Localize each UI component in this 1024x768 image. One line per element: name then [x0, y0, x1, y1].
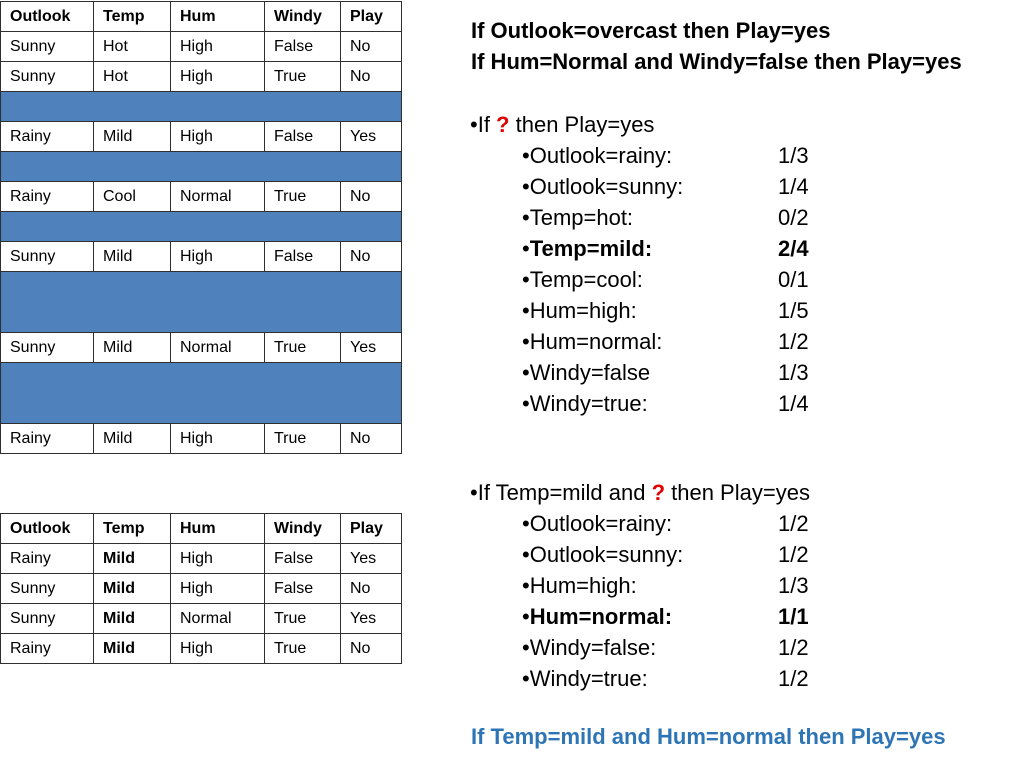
- condition-value: 0/2: [778, 205, 809, 230]
- condition-item-best: [470, 233, 809, 264]
- table-cell: Rainy: [1, 122, 94, 152]
- question-mark: ?: [496, 112, 510, 137]
- header-cell: Hum: [171, 514, 265, 544]
- condition-label: Temp=hot:: [529, 205, 634, 230]
- condition-item: [470, 140, 809, 171]
- table-row: [1, 634, 402, 664]
- condition-item-best: [470, 601, 810, 632]
- bullet: •: [522, 143, 530, 168]
- table-cell: False: [265, 32, 341, 62]
- table-row: [1, 242, 402, 272]
- header-cell: Windy: [265, 514, 341, 544]
- table-cell: High: [171, 242, 265, 272]
- table-cell: Mild: [94, 242, 171, 272]
- condition-label: Hum=normal:: [529, 604, 673, 629]
- table-cell: Mild: [94, 424, 171, 454]
- masked-row: [1, 272, 402, 333]
- bullet: •: [522, 573, 530, 598]
- table-cell: No: [341, 574, 402, 604]
- condition-value: 1/2: [778, 542, 809, 567]
- condition-value: 1/2: [778, 666, 809, 691]
- table-cell: No: [341, 32, 402, 62]
- table-cell: No: [341, 424, 402, 454]
- masked-row-block: [1, 152, 402, 182]
- table-cell: True: [265, 604, 341, 634]
- condition-label: Outlook=rainy:: [529, 511, 673, 536]
- section-heading: [470, 109, 654, 140]
- table-cell: No: [341, 242, 402, 272]
- table-cell: True: [265, 333, 341, 363]
- table-cell: Normal: [171, 333, 265, 363]
- bullet: •: [522, 267, 530, 292]
- condition-item: [470, 326, 809, 357]
- table-cell: False: [265, 544, 341, 574]
- final-rule: If Temp=mild and Hum=normal then Play=yes: [471, 724, 946, 749]
- header-cell: Windy: [265, 2, 341, 32]
- bullet: •: [522, 511, 530, 536]
- rule-overcast: If Outlook=overcast then Play=yes: [471, 18, 831, 43]
- table-cell: Yes: [341, 544, 402, 574]
- condition-label: Temp=cool:: [529, 267, 643, 292]
- condition-label: Windy=false:: [529, 635, 657, 660]
- bullet: •: [470, 480, 478, 505]
- table-cell: No: [341, 634, 402, 664]
- table-cell: True: [265, 182, 341, 212]
- header-cell: Outlook: [1, 514, 94, 544]
- table-cell: Rainy: [1, 544, 94, 574]
- header-cell: Hum: [171, 2, 265, 32]
- table-cell: True: [265, 424, 341, 454]
- condition-value: 1/4: [778, 174, 809, 199]
- bullet: •: [522, 329, 530, 354]
- masked-row: [1, 152, 402, 182]
- table-cell: Mild: [94, 604, 171, 634]
- table-cell: High: [171, 62, 265, 92]
- table-cell: Sunny: [1, 32, 94, 62]
- header-cell: Temp: [94, 514, 171, 544]
- condition-item: [470, 295, 809, 326]
- header-cell: Play: [341, 2, 402, 32]
- condition-item: [470, 202, 809, 233]
- condition-value: 1/2: [778, 329, 809, 354]
- table-cell: High: [171, 544, 265, 574]
- condition-item: [470, 171, 809, 202]
- table-cell: False: [265, 574, 341, 604]
- bullet: •: [522, 604, 530, 629]
- bullet: •: [522, 666, 530, 691]
- table-cell: False: [265, 242, 341, 272]
- table-cell: Yes: [341, 122, 402, 152]
- table-cell: True: [265, 62, 341, 92]
- masked-row-block: [1, 92, 402, 122]
- table-cell: Mild: [94, 634, 171, 664]
- condition-item: [470, 264, 809, 295]
- table-cell: Sunny: [1, 574, 94, 604]
- table-cell: High: [171, 122, 265, 152]
- table-row: [1, 182, 402, 212]
- candidate-section-2: [470, 477, 810, 694]
- bullet: •: [522, 542, 530, 567]
- condition-value: 1/2: [778, 511, 809, 536]
- table-cell: Hot: [94, 32, 171, 62]
- condition-item: [470, 388, 809, 419]
- condition-label: Windy=true:: [529, 391, 648, 416]
- table-row: [1, 604, 402, 634]
- bullet: •: [470, 112, 478, 137]
- table-cell: Sunny: [1, 333, 94, 363]
- bullet: •: [522, 360, 530, 385]
- condition-value: 1/1: [778, 604, 809, 629]
- table-row: [1, 62, 402, 92]
- table-cell: Rainy: [1, 424, 94, 454]
- table-header-row: [1, 2, 402, 32]
- table-cell: No: [341, 182, 402, 212]
- table-cell: Mild: [94, 122, 171, 152]
- table-cell: True: [265, 634, 341, 664]
- question-mark: ?: [651, 480, 666, 505]
- table-cell: High: [171, 424, 265, 454]
- weather-table-filtered: [0, 513, 402, 664]
- condition-item: [470, 663, 810, 694]
- table-row: [1, 424, 402, 454]
- condition-item: [470, 570, 810, 601]
- condition-value: 1/3: [778, 143, 809, 168]
- header-cell: Play: [341, 514, 402, 544]
- condition-item: [470, 539, 810, 570]
- table-cell: Sunny: [1, 604, 94, 634]
- table-row: [1, 333, 402, 363]
- condition-label: Hum=high:: [529, 298, 637, 323]
- condition-label: Hum=normal:: [529, 329, 663, 354]
- condition-label: Hum=high:: [529, 573, 637, 598]
- bullet: •: [522, 391, 530, 416]
- condition-value: 1/3: [778, 573, 809, 598]
- table-cell: Sunny: [1, 62, 94, 92]
- bullet: •: [522, 236, 530, 261]
- weather-table-full: [0, 1, 402, 454]
- condition-item: [470, 357, 809, 388]
- condition-value: 1/4: [778, 391, 809, 416]
- table-row: [1, 544, 402, 574]
- heading-prefix: If Temp=mild and: [477, 480, 652, 505]
- table-cell: Rainy: [1, 182, 94, 212]
- bullet: •: [522, 174, 530, 199]
- masked-row: [1, 212, 402, 242]
- condition-value: 1/3: [778, 360, 809, 385]
- section-heading: [470, 477, 810, 508]
- table-cell: Cool: [94, 182, 171, 212]
- table-row: [1, 122, 402, 152]
- header-cell: Outlook: [1, 2, 94, 32]
- masked-row: [1, 92, 402, 122]
- heading-prefix: If: [477, 112, 497, 137]
- table-cell: Sunny: [1, 242, 94, 272]
- table-cell: Yes: [341, 333, 402, 363]
- table-cell: No: [341, 62, 402, 92]
- heading-suffix: then Play=yes: [665, 480, 810, 505]
- table-cell: Mild: [94, 544, 171, 574]
- masked-row-block: [1, 363, 402, 424]
- condition-value: 1/2: [778, 635, 809, 660]
- table-cell: False: [265, 122, 341, 152]
- header-cell: Temp: [94, 2, 171, 32]
- table-cell: High: [171, 574, 265, 604]
- table-header-row: [1, 514, 402, 544]
- condition-value: 2/4: [778, 236, 809, 261]
- table-cell: Hot: [94, 62, 171, 92]
- masked-row-block: [1, 212, 402, 242]
- condition-label: Outlook=rainy:: [529, 143, 673, 168]
- condition-value: 0/1: [778, 267, 809, 292]
- table-cell: Rainy: [1, 634, 94, 664]
- condition-label: Windy=false: [529, 360, 651, 385]
- condition-item: [470, 508, 810, 539]
- table-row: [1, 32, 402, 62]
- table-cell: Mild: [94, 333, 171, 363]
- table-cell: Normal: [171, 604, 265, 634]
- condition-label: Outlook=sunny:: [529, 542, 684, 567]
- candidate-section-1: [470, 109, 809, 419]
- condition-label: Windy=true:: [529, 666, 648, 691]
- table-cell: High: [171, 32, 265, 62]
- condition-value: 1/5: [778, 298, 809, 323]
- condition-label: Outlook=sunny:: [529, 174, 684, 199]
- condition-item: [470, 632, 810, 663]
- masked-row: [1, 363, 402, 424]
- table-cell: Mild: [94, 574, 171, 604]
- masked-row-block: [1, 272, 402, 333]
- table-cell: Normal: [171, 182, 265, 212]
- bullet: •: [522, 298, 530, 323]
- heading-suffix: then Play=yes: [509, 112, 655, 137]
- bullet: •: [522, 635, 530, 660]
- condition-label: Temp=mild:: [529, 236, 653, 261]
- table-cell: Yes: [341, 604, 402, 634]
- table-row: [1, 574, 402, 604]
- table-cell: High: [171, 634, 265, 664]
- rule-hum-normal: If Hum=Normal and Windy=false then Play=yes: [471, 49, 962, 74]
- bullet: •: [522, 205, 530, 230]
